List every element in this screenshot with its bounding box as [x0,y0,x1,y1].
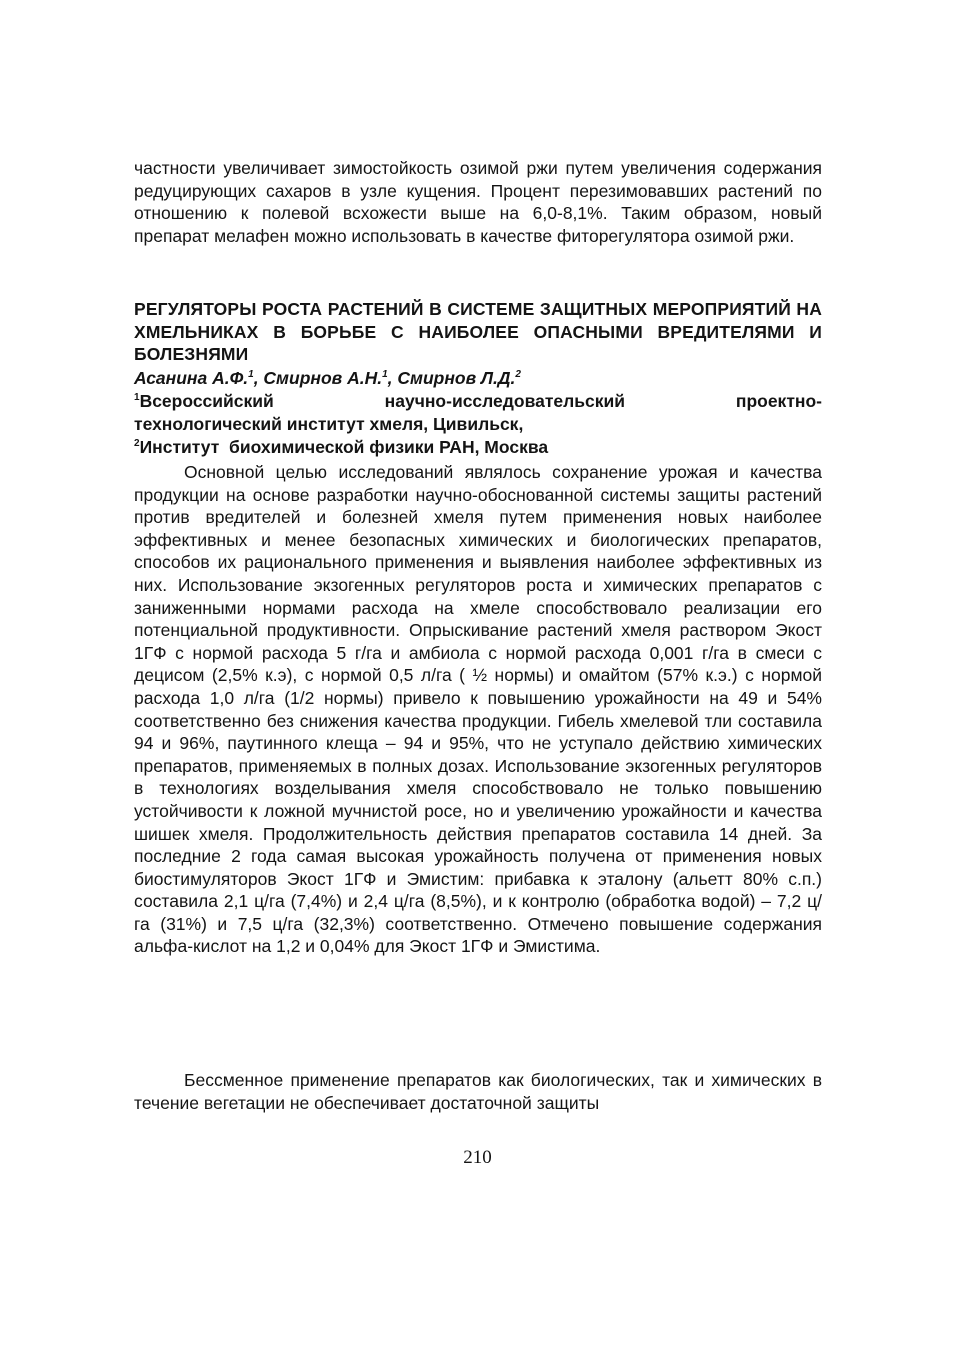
affiliation-1 [134,390,822,435]
intro-paragraph: частности увеличивает зимостойкость озимой ржи путем увеличения содержания редуцирующих сахаров в узле кущения. Процент перезимовавших растений по отношению к полевой всхожести выше на 6,0-8,1%. Таким образом, новый препарат мелафен можно использовать в качестве фиторегулятора озимой ржи. [134,158,822,246]
author-affiliation-mark: 2 [515,369,521,381]
affiliation-1-line-2: технологический институт хмеля, Цивильск, [134,413,524,434]
author-name: Асанина А.Ф. [134,368,249,388]
article-title: РЕГУЛЯТОРЫ РОСТА РАСТЕНИЙ В СИСТЕМЕ ЗАЩИТНЫХ МЕРОПРИЯТИЙ НА ХМЕЛЬНИКАХ В БОРЬБЕ С НАИБОЛЕЕ ОПАСНЫМИ ВРЕДИТЕЛЯМИ И БОЛЕЗНЯМИ [134,299,822,365]
author-affiliation-mark: 1 [382,369,388,381]
affiliation-1-line-1 [134,390,822,413]
author-separator: , [253,368,264,388]
author-name: Смирнов А.Н. [263,368,383,388]
body-paragraph: Бессменное применение препаратов как биологических, так и химических в течение вегетации не обеспечивает достаточной защиты [134,1070,822,1113]
body-paragraph: Основной целью исследований являлось сохранение урожая и качества продукции на основе разработки научно-обоснованной системы защиты растений против вредителей и болезней хмеля путем применения новых наиболее эффективных и менее безопасных химических и биологических препаратов, способов их рационального применения и выявления наиболее эффективных из них. Использование экзогенных регуляторов роста и химических препаратов с заниженными нормами расхода на хмеле способствовало реализации его потенциальной продуктивности. Опрыскивание растений хмеля раствором Экост 1ГФ с нормой расхода 5 г/га и амбиола с нормой расхода 0,001 г/га в смеси с децисом (2,5% к.э), с нормой 0,5 л/га ( ½ нормы) и омайтом (57% к.э.) с нормой расхода 1,0 л/га (1/2 нормы) привело к повышению урожайности на 49 и 54% соответственно без снижения качества продукции. Гибель хмелевой тли составила 94 и 96%, паутинного клеща – 94 и 95%, что не уступало действию химических препаратов, применяемых в полных дозах. Использование экзогенных регуляторов в технологиях возделывания хмеля способствовало не только повышению устойчивости к ложной мучнистой росе, но и увеличению урожайности и качества шишек хмеля. Продолжительность действия препаратов составила 14 дней. За последние 2 года самая высокая урожайность получена от применения новых биостимуляторов Экост 1ГФ и Эмистим: прибавка к эталону (альетт 80% с.п.) составила 2,1 ц/га (7,4%) и 2,4 ц/га (8,5%), и к контролю (обработка водой) – 7,2 ц/га (31%) и 7,5 ц/га (32,3%) соответственно. Отмечено повышение содержания альфа-кислот на 1,2 и 0,04% для Экост 1ГФ и Эмистима. [134,462,822,957]
author-separator: , [387,368,398,388]
affiliation-mark: 2 [134,438,140,450]
affiliation-mark: 1 [134,392,140,404]
page-number: 210 [463,1147,492,1168]
affiliation-text: Институт биохимической физики РАН, Москва [139,437,549,457]
author-list [134,367,822,390]
affiliation-word [134,390,274,413]
affiliation-2 [134,436,822,459]
author-name: Смирнов Л.Д. [397,368,516,388]
author-affiliation-mark: 1 [248,369,254,381]
affiliation-word-text: Всероссийский [139,391,274,411]
affiliation-word: научно-исследовательский [384,391,626,411]
affiliation-word: проектно- [735,391,822,411]
